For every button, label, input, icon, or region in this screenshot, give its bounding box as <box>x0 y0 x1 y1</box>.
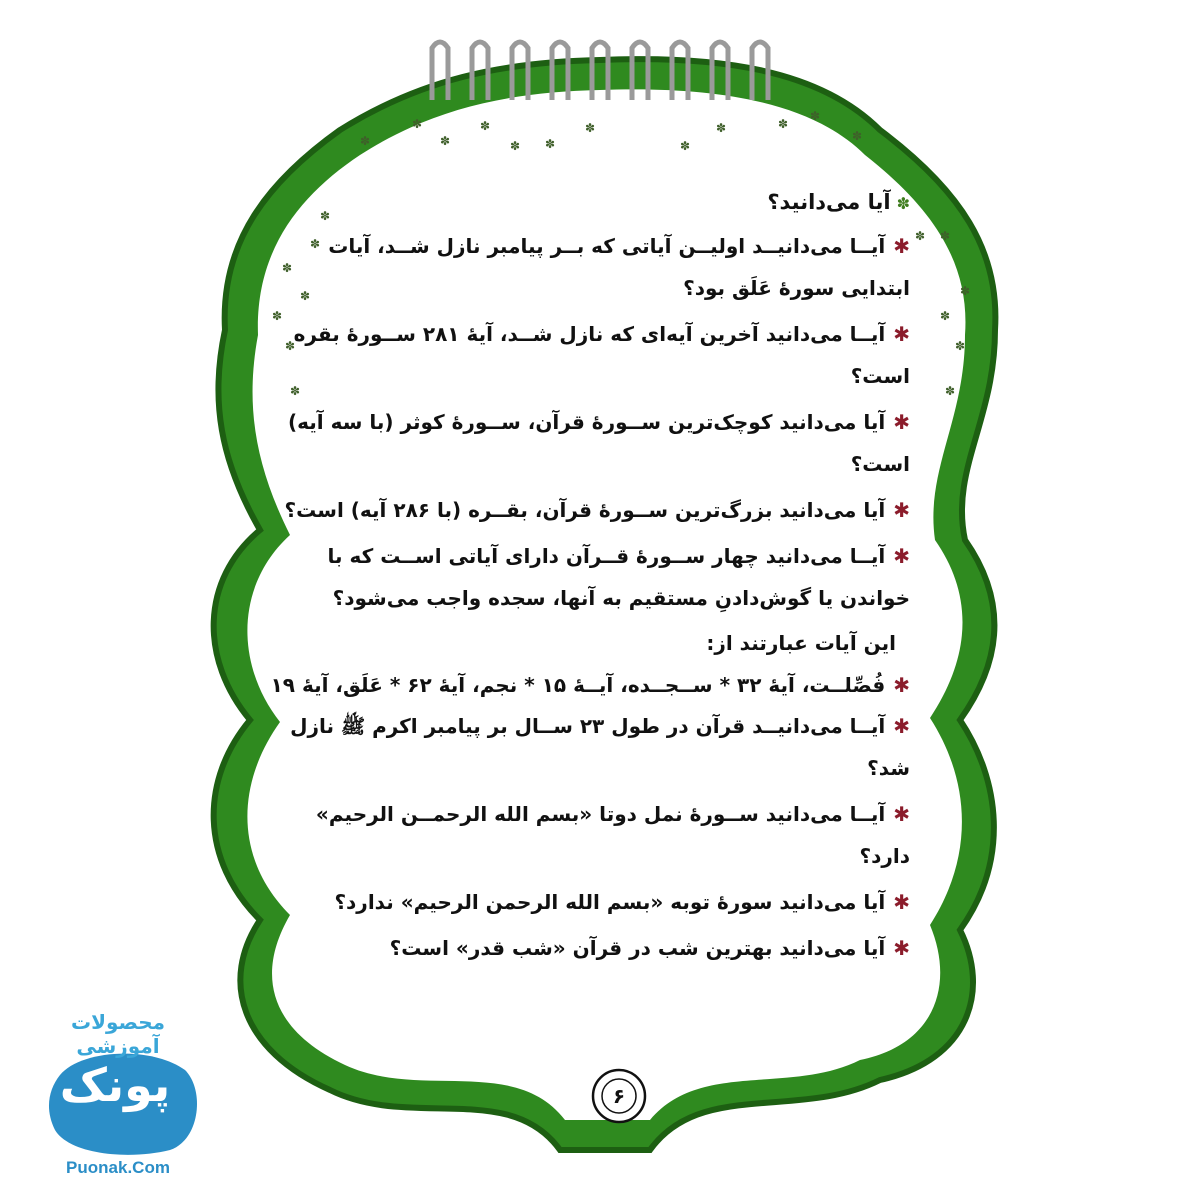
page-content <box>270 185 910 973</box>
sujood-list-text: فُصِّلــت، آیهٔ ۳۲ * ســجــده، آیــهٔ ۱۵ * نجم، آیهٔ ۶۲ * عَلَق، آیهٔ ۱۹ <box>270 673 886 697</box>
asterisk-icon: ✱ <box>893 890 910 914</box>
fact-item <box>270 401 910 485</box>
asterisk-icon: ✱ <box>893 322 910 346</box>
decor-star-icon: ✽ <box>940 309 951 323</box>
asterisk-icon: ✱ <box>893 544 910 568</box>
fact-item <box>270 793 910 877</box>
decor-star-icon: ✽ <box>360 134 371 148</box>
fact-item <box>270 489 910 531</box>
fact-text: آیا می‌دانید کوچک‌ترین ســورهٔ قرآن، ســورهٔ کوثر (با سه آیه) است؟ <box>288 410 910 476</box>
decor-star-icon: ✽ <box>955 339 966 353</box>
decor-star-icon: ✽ <box>810 109 821 123</box>
fact-item <box>270 927 910 969</box>
fact-text: آیــا می‌دانید چهار ســورهٔ قــرآن دارای آیاتی اســت که با خواندن یا گوش‌دادنِ مستقیم به آنها، سجده واجب می‌شود؟ <box>327 544 910 610</box>
decor-star-icon: ✽ <box>412 117 423 131</box>
decor-star-icon: ✽ <box>778 117 789 131</box>
fact-text: آیا می‌دانید بهترین شب در قرآن «شب قدر» است؟ <box>389 936 886 960</box>
page-title <box>270 185 910 221</box>
decor-star-icon: ✽ <box>290 384 301 398</box>
decor-star-icon: ✽ <box>320 209 331 223</box>
decor-star-icon: ✽ <box>960 284 971 298</box>
asterisk-icon: ✱ <box>893 936 910 960</box>
fact-text: آیــا می‌دانیــد اولیــن آیاتی که بــر پیامبر نازل شــد، آیات ابتدایی سورهٔ عَلَق بود؟ <box>328 234 910 300</box>
decor-star-icon: ✽ <box>285 339 296 353</box>
decor-star-icon: ✽ <box>300 289 311 303</box>
page-title-text: آیا می‌دانید؟ <box>767 190 891 214</box>
decor-star-icon: ✽ <box>282 261 293 275</box>
page-number: ۶ <box>612 1084 626 1108</box>
sujood-list <box>270 665 910 705</box>
decor-star-icon: ✽ <box>680 139 691 153</box>
fact-item <box>270 225 910 309</box>
decor-star-icon: ✽ <box>716 121 727 135</box>
decor-star-icon: ✽ <box>852 129 863 143</box>
decor-star-icon: ✽ <box>272 309 283 323</box>
decor-star-icon: ✽ <box>510 139 521 153</box>
decor-star-icon: ✽ <box>945 384 956 398</box>
asterisk-icon: ✱ <box>893 673 910 697</box>
asterisk-icon: ✱ <box>893 410 910 434</box>
decor-star-icon: ✽ <box>585 121 596 135</box>
logo-caption: محصولات آموزشی <box>70 1010 166 1058</box>
fact-text: آیا می‌دانید بزرگ‌ترین ســورهٔ قرآن، بقــره (با ۲۸۶ آیه) است؟ <box>284 498 886 522</box>
asterisk-icon: ✱ <box>893 802 910 826</box>
logo-url: Puonak.Com <box>66 1158 170 1177</box>
asterisk-icon: ✱ <box>893 714 910 738</box>
fact-text: آیــا می‌دانیــد قرآن در طول ۲۳ ســال بر پیامبر اکرم ﷺ نازل شد؟ <box>290 714 910 780</box>
fact-text: آیــا می‌دانید ســورهٔ نمل دوتا «بسم الله الرحمــن الرحیم» دارد؟ <box>315 802 910 868</box>
sujood-intro: این آیات عبارتند از: <box>706 631 896 655</box>
decor-star-icon: ✽ <box>480 119 491 133</box>
decor-star-icon: ✽ <box>940 229 951 243</box>
decor-star-icon: ✽ <box>440 134 451 148</box>
asterisk-icon: ✱ <box>893 234 910 258</box>
leaf-bullet-icon: ✽ <box>896 194 910 213</box>
asterisk-icon: ✱ <box>893 498 910 522</box>
fact-text: آیــا می‌دانید آخرین آیه‌ای که نازل شــد، آیهٔ ۲۸۱ ســورهٔ بقره است؟ <box>293 322 910 388</box>
fact-item <box>270 705 910 789</box>
fact-item <box>270 535 910 619</box>
fact-text: آیا می‌دانید سورهٔ توبه «بسم الله الرحمن الرحیم» ندارد؟ <box>334 890 886 914</box>
decor-star-icon: ✽ <box>915 229 926 243</box>
decor-star-icon: ✽ <box>310 237 321 251</box>
fact-item <box>270 881 910 923</box>
fact-item <box>270 313 910 397</box>
logo-wordmark: پونک <box>59 1058 171 1112</box>
decor-star-icon: ✽ <box>545 137 556 151</box>
